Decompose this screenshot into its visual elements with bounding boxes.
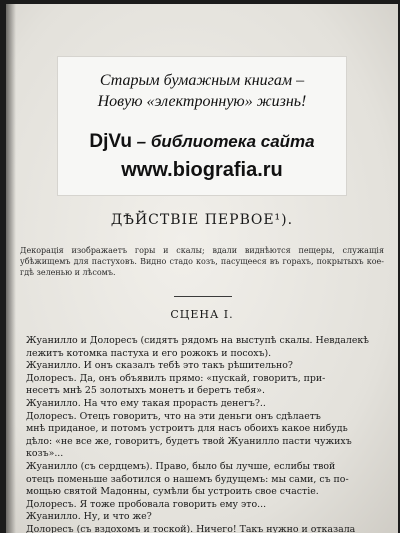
text-line: Долоресъ. Я тоже пробовала говорить ему это... bbox=[26, 498, 267, 510]
scenery-description: Декорація изображаетъ горы и скалы; вдали виднѣются пещеры, служащія убѣжищемъ для пастуховъ. Видно стадо козъ, пасущееся въ горахъ, покрытыхъ кое-гдѣ зеленью и лѣсомъ. bbox=[20, 246, 384, 277]
text-line: Долоресъ (съ вздохомъ и тоской). Ничего! Такъ нужно и отказала bbox=[26, 523, 356, 533]
library-banner bbox=[57, 56, 347, 196]
text-line: козъ»... bbox=[26, 448, 64, 460]
text-line: дѣло: «не все же, говоритъ, будетъ твой Жуанилло пасти чужихъ bbox=[26, 435, 352, 447]
text-line: Жуанилло. На что ему такая прорасть денегъ?.. bbox=[26, 397, 266, 409]
library-subtitle: – библиотека сайта bbox=[131, 132, 315, 151]
text-line: Долоресъ. Да, онъ объявилъ прямо: «пускай, говоритъ, при- bbox=[26, 372, 326, 384]
library-name bbox=[58, 131, 346, 153]
text-line: мнѣ приданое, и потомъ устроитъ для насъ обоихъ какое нибудь bbox=[26, 423, 348, 435]
text-line: Долоресъ. Отецъ говоритъ, что на эти деньги онъ сдѣлаетъ bbox=[26, 410, 321, 422]
text-line: Жуанилло и Долоресъ (сидятъ рядомъ на выступѣ скалы. Невдалекѣ bbox=[26, 335, 369, 346]
dialogue-text bbox=[26, 335, 381, 533]
scene-title: СЦЕНА I. bbox=[170, 308, 234, 321]
text-line: Жуанилло. И онъ сказалъ тебѣ это такъ рѣшительно? bbox=[26, 360, 293, 372]
site-url: www.biografia.ru bbox=[121, 159, 283, 181]
section-divider bbox=[174, 296, 232, 297]
text-line: Жуанилло (съ сердцемъ). Право, было бы лучше, еслибы твой bbox=[26, 460, 336, 472]
text-line: лежитъ котомка пастуха и его рожокъ и посохъ). bbox=[26, 347, 272, 359]
act-title: ДѢЙСТВІЕ ПЕРВОЕ¹). bbox=[110, 212, 294, 228]
text-line: мощью святой Мадонны, сумѣли бы устроить свое счастіе. bbox=[26, 486, 319, 498]
text-line: отецъ поменьше заботился о нашемъ будущемъ: мы сами, съ по- bbox=[26, 473, 349, 485]
djvu-label: DjVu bbox=[89, 131, 132, 152]
text-line: несетъ мнѣ 25 золотыхъ монетъ и беретъ тебя». bbox=[26, 385, 266, 397]
banner-tagline-line1: Старым бумажным книгам – bbox=[99, 72, 305, 89]
text-line: Жуанилло. Ну, и что же? bbox=[26, 511, 152, 523]
scanned-page bbox=[6, 4, 398, 533]
banner-tagline-line2: Новую «электронную» жизнь! bbox=[97, 93, 307, 110]
